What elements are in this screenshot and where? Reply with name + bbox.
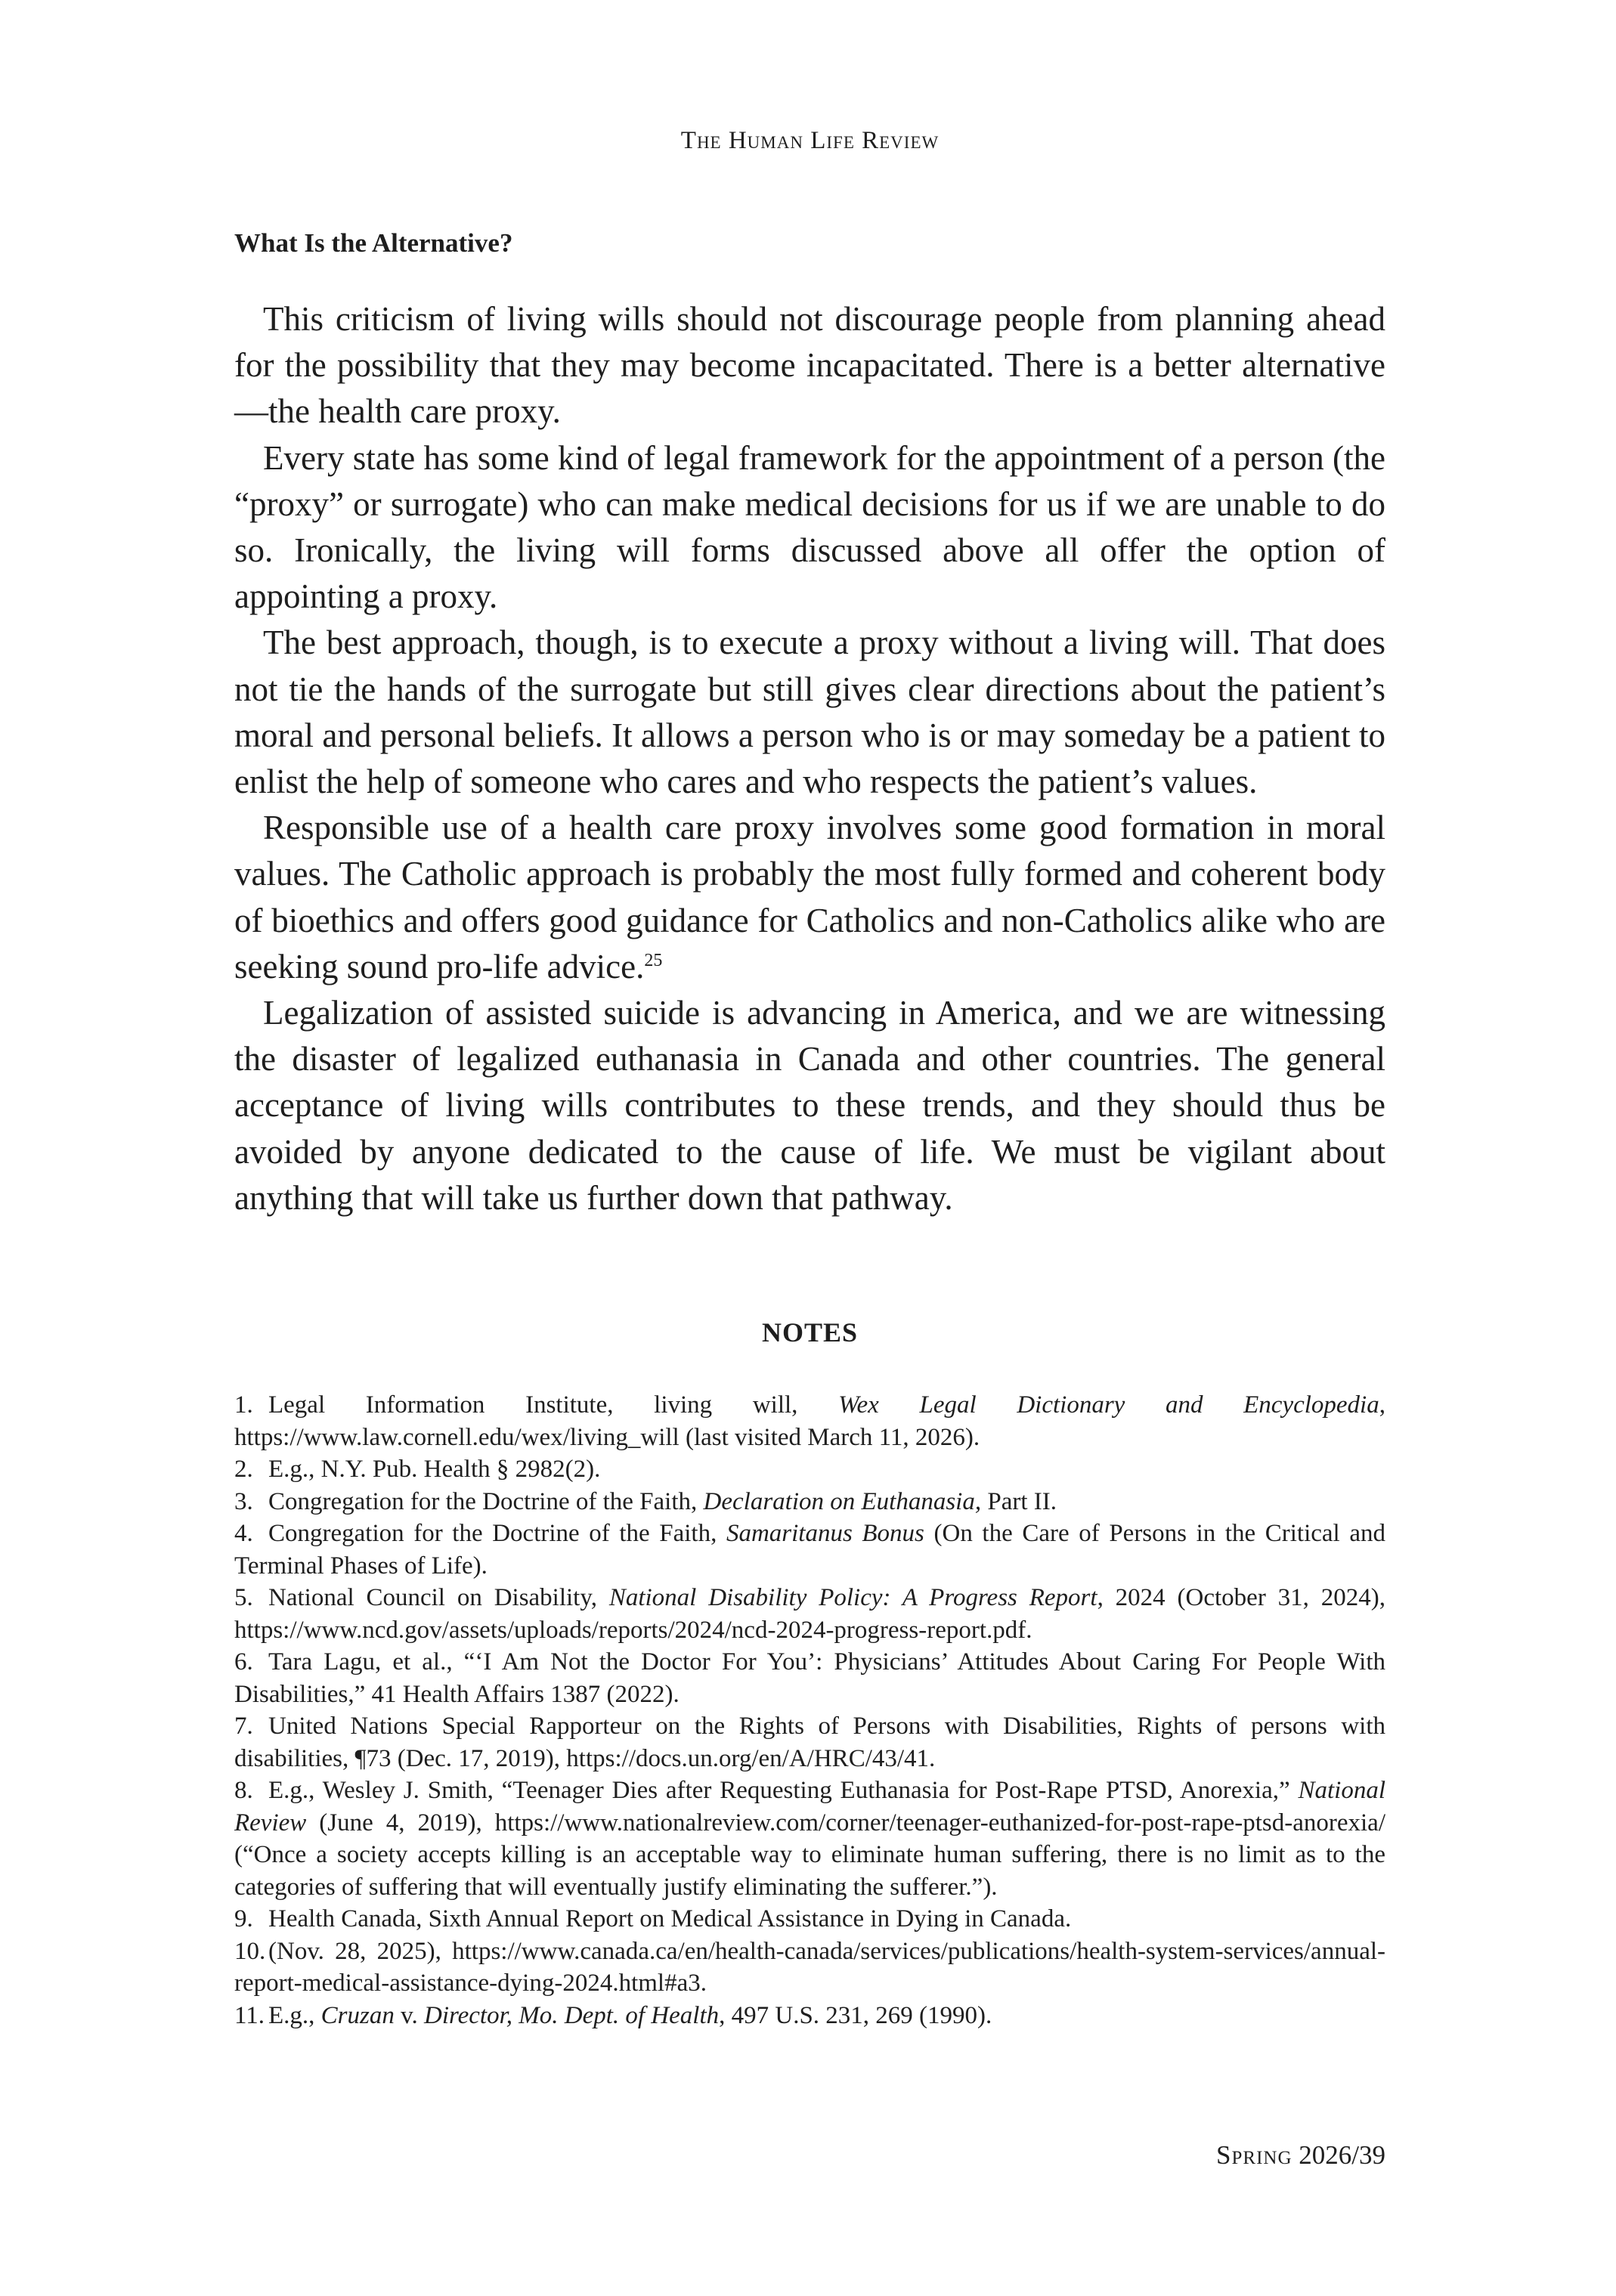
running-head: The Human Life Review — [680, 127, 940, 154]
folio-season: Spring — [1216, 2140, 1292, 2170]
note-item: 10. (Nov. 28, 2025), https://www.canada.ca/en/health-canada/services/publications/health-system-services/annual-report-medical-assistance-dying-2024.html#a3. — [234, 1936, 1385, 2000]
note-number: 4. — [234, 1520, 253, 1547]
note-item: 11. E.g., Cruzan v. Director, Mo. Dept. of Health, 497 U.S. 231, 269 (1990). — [234, 2000, 1385, 2032]
note-number: 5. — [234, 1584, 253, 1611]
paragraph: Every state has some kind of legal framework for the appointment of a person (the “proxy” or surrogate) who can make medical decisions for us if we are unable to do so. Ironically, the living will forms discussed above all offer the option of appointing a proxy. — [234, 438, 1385, 616]
note-number: 10. — [234, 1937, 266, 1965]
notes-list — [234, 1389, 1385, 2031]
note-number: 1. — [234, 1391, 253, 1419]
note-item: 7. United Nations Special Rapporteur on the Rights of Persons with Disabilities, Rights of persons with disabilities, ¶73 (Dec. 17, 2019), https://docs.un.org/en/A/HRC/43/41. — [234, 1710, 1385, 1775]
note-item: 5. National Council on Disability, National Disability Policy: A Progress Report, 2024 (October 31, 2024), https://www.ncd.gov/assets/uploads/reports/2024/ncd-2024-progress-report.pdf. — [234, 1582, 1385, 1646]
folio-number: 2026/39 — [1299, 2140, 1385, 2170]
note-item: 6. Tara Lagu, et al., “‘I Am Not the Doctor For You’: Physicians’ Attitudes About Caring For People With Disabilities,” 41 Health Affairs 1387 (2022). — [234, 1646, 1385, 1710]
note-number: 7. — [234, 1713, 253, 1740]
page-folio — [1216, 2140, 1385, 2171]
section-heading: What Is the Alternative? — [234, 228, 513, 258]
note-item: 4. Congregation for the Doctrine of the Faith, Samaritanus Bonus (On the Care of Persons in the Critical and Terminal Phases of Life). — [234, 1518, 1385, 1582]
paragraph: Legalization of assisted suicide is advancing in America, and we are witnessing the disaster of legalized euthanasia in Canada and other countries. The general acceptance of living wills contributes to these trends, and they should thus be avoided by anyone dedicated to the cause of life. We must be vigilant about anything that will take us further down that pathway. — [234, 994, 1385, 1217]
note-number: 6. — [234, 1648, 253, 1676]
paragraph: This criticism of living wills should not discourage people from planning ahead for the possibility that they may become incapacitated. There is a better alternative—the health care proxy. — [234, 300, 1385, 431]
note-item: 3. Congregation for the Doctrine of the Faith, Declaration on Euthanasia, Part II. — [234, 1486, 1385, 1518]
note-number: 9. — [234, 1905, 253, 1932]
note-item: 1. Legal Information Institute, living will, Wex Legal Dictionary and Encyclopedia, https://www.law.cornell.edu/wex/living_will (last visited March 11, 2026). — [234, 1389, 1385, 1453]
note-number: 3. — [234, 1487, 253, 1515]
paragraph: The best approach, though, is to execute a proxy without a living will. That does not tie the hands of the surrogate but still gives clear directions about the patient’s moral and personal beliefs. It allows a person who is or may someday be a patient to enlist the help of someone who cares and who respects the patient’s values. — [234, 624, 1385, 801]
note-number: 8. — [234, 1777, 253, 1804]
note-number: 2. — [234, 1456, 253, 1483]
note-number: 11. — [234, 2001, 265, 2029]
body-text — [234, 296, 1385, 1221]
notes-heading: NOTES — [761, 1317, 859, 1348]
paragraph: Responsible use of a health care proxy involves some good formation in moral values. The Catholic approach is probably the most fully formed and coherent body of bioethics and offers good guidance for Catholics and non-Catholics alike who are seeking sound pro-life advice.$^{25}$ — [234, 809, 1385, 986]
footnote-ref: 25 — [644, 950, 663, 970]
note-item: 8. E.g., Wesley J. Smith, “Teenager Dies after Requesting Euthanasia for Post-Rape PTSD, Anorexia,” National Review (June 4, 2019), https://www.nationalreview.com/corner/teenager-euthanized-for-post-rape-ptsd-anorexia/ (“Once a society accepts killing is an acceptable way to eliminate human suffering, there is no limit as to the categories of suffering that will eventually justify eliminating the sufferer.”). — [234, 1775, 1385, 1903]
page — [234, 0, 1385, 2296]
note-item: 2. E.g., N.Y. Pub. Health § 2982(2). — [234, 1453, 1385, 1486]
note-item: 9. Health Canada, Sixth Annual Report on Medical Assistance in Dying in Canada. — [234, 1903, 1385, 1936]
